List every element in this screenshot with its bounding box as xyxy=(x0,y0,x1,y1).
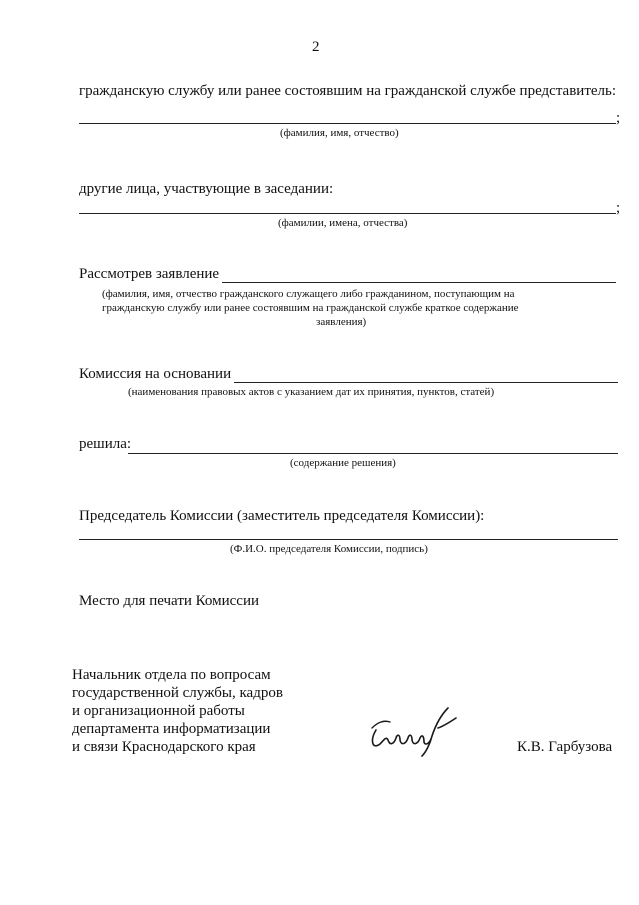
decision-caption: (содержание решения) xyxy=(290,457,396,469)
other-persons-text: другие лица, участвующие в заседании: xyxy=(79,181,334,197)
handwritten-signature xyxy=(362,700,472,758)
signatory-position-line-5: и связи Краснодарского края xyxy=(72,739,256,755)
signatory-position-line-3: и организационной работы xyxy=(72,703,245,719)
signatory-position-line-2: государственной службы, кадров xyxy=(72,685,283,701)
basis-blank-line xyxy=(234,382,618,383)
basis-text: Комиссия на основании xyxy=(79,366,232,382)
chairman-text: Председатель Комиссии (заместитель председателя Комиссии): xyxy=(79,508,485,524)
representative-text: гражданскую службу или ранее состоявшим на гражданской службе представитель: xyxy=(79,83,617,99)
other-persons-caption: (фамилии, имена, отчества) xyxy=(278,217,408,229)
application-caption-line-3: заявления) xyxy=(316,316,367,328)
decision-blank-line xyxy=(128,453,618,454)
signatory-position-line-1: Начальник отдела по вопросам xyxy=(72,667,271,683)
application-blank-line xyxy=(222,282,616,283)
seal-text: Место для печати Комиссии xyxy=(79,593,260,609)
application-caption-line-2: гражданскую службу или ранее состоявшим на гражданской службе краткое содержание xyxy=(102,302,519,314)
signatory-position-line-4: департамента информатизации xyxy=(72,721,271,737)
decision-text: решила: xyxy=(79,436,132,452)
other-persons-semicolon: ; xyxy=(616,200,621,216)
signatory-name: К.В. Гарбузова xyxy=(517,739,613,755)
chairman-blank-line xyxy=(79,539,618,540)
application-caption-line-1: (фамилия, имя, отчество гражданского служащего либо гражданином, поступающим на xyxy=(102,288,515,300)
representative-semicolon: ; xyxy=(616,110,621,126)
application-text: Рассмотрев заявление xyxy=(79,266,220,282)
page-number: 2 xyxy=(312,39,320,55)
chairman-caption: (Ф.И.О. председателя Комиссии, подпись) xyxy=(230,543,428,555)
other-persons-blank-line xyxy=(79,213,616,214)
representative-caption: (фамилия, имя, отчество) xyxy=(280,127,399,139)
basis-caption: (наименования правовых актов с указанием дат их принятия, пунктов, статей) xyxy=(128,386,495,398)
representative-blank-line xyxy=(79,123,616,124)
